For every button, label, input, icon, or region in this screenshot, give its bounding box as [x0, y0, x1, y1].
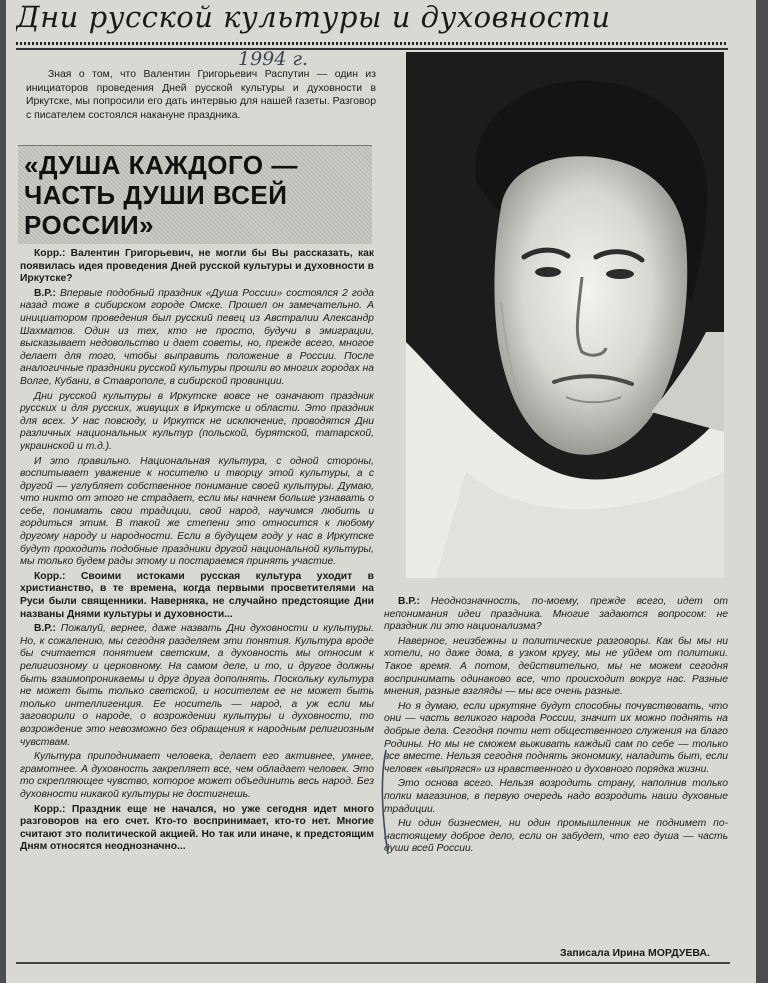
question-1 — [20, 248, 374, 286]
answer-3-paragraph-2: Наверное, неизбежны и политические разговоры. Как бы мы ни хотели, но даже дома, в узком кругу, мы не уйдем от политики. Такое время. А потом, действительно, мы не можем сегодня воспринимать одинаково все, что происходит вокруг нас. Разные мнения, разные взгляды — мы все очень разные. — [384, 635, 728, 698]
speaker-label: В.Р.: — [34, 287, 56, 299]
speaker-label: Корр.: — [34, 803, 66, 815]
question-text: Своими истоками русская культура уходит в христианство, в те времена, когда первыми просветителями на Руси были священники. Наверняка, не случайно предстоящие Дни названы Днями культуры и духовности... — [20, 570, 374, 620]
headline-underline — [16, 48, 728, 50]
speaker-label: Корр.: — [34, 248, 66, 259]
answer-3 — [384, 596, 728, 634]
handwritten-year-note: 1994 г. — [238, 48, 309, 70]
answer-2-paragraph-2: Культура приподнимает человека, делает его активнее, умнее, грамотнее. А духовность закрепляет все, чем обладает человек. Это то скрепляющее чувство, которое может объединить весь народ. Без духовности никакой культуры не достигнешь. — [20, 751, 374, 800]
speaker-label: Корр.: — [34, 570, 66, 582]
question-text: Валентин Григорьевич, не могли бы Вы рассказать, как появилась идея проведения Дней русской культуры и духовности в Иркутске? — [20, 248, 374, 285]
answer-3-paragraph-3: Но я думаю, если иркутяне будут способны почувствовать, что они — часть великого народа России, значит их можно поднять на добрые дела. Сегодня почти нет общественного служения на благо Родины. Но мы не сможем выживать каждый сам по себе — только все вместе. Нельзя сегодня поднять экономику, наладить быт, если человек «выпрягся» из нравственного и духовного порядка жизни. — [384, 700, 728, 775]
bottom-divider — [16, 962, 730, 964]
answer-text: Пожалуй, вернее, даже назвать Дни духовности и культуры. Но, к сожалению, мы сегодня разделяем эти понятия. Культура вроде бы считается понятием светским, а духовность мы относим к религиозному и церковному. На самом деле, и то, и другое должны быть взаимопроникаемы и друг друга дополнять. Поскольку культура не может быть только светской, и носителем ее не может быть только интеллигенция. Ее носитель — народ, а уж если мы заговорили о народе, о возрождении культуры и духовности, то возрождение это невозможно без обращения к народным религиозным чувствам. — [20, 623, 374, 748]
article-subtitle: «ДУША КАЖДОГО — ЧАСТЬ ДУШИ ВСЕЙ РОССИИ» — [24, 150, 298, 240]
question-text: Праздник еще не начался, но уже сегодня идет много разговоров на его счет. Кто-то воспринимает, кто-то нет. Многие считают это политической акцией. Но так или иначе, к предстоящим Дням относятся неоднозначно... — [20, 803, 374, 853]
headline: Дни русской культуры и духовности — [16, 0, 611, 34]
answer-3-paragraph-4: Это основа всего. Нельзя возродить страну, наполнив только полки магазинов, в первую очередь надо возродить наши духовные традиции. — [384, 778, 728, 815]
answer-3-paragraph-5: Ни один бизнесмен, ни один промышленник не поднимет по-настоящему доброе дело, если он забудет, что его душа — часть души всей России. — [384, 818, 728, 855]
answer-text: Неоднозначность, по-моему, прежде всего, идет от непонимания идеи праздника. Многие задаются вопросом: не праздник ли это национализма? — [384, 596, 728, 633]
article-left-column — [20, 248, 374, 956]
portrait-photo — [406, 52, 724, 578]
article-right-column — [384, 596, 728, 961]
intro-paragraph: Зная о том, что Валентин Григорьевич Распутин — один из инициаторов проведения Дней русской культуры и духовности в Иркутске, мы попросили его дать интервью для нашей газеты. Разговор с писателем состоялся накануне праздника. — [26, 69, 376, 121]
portrait-photo-drawing — [406, 52, 724, 578]
speaker-label: В.Р.: — [34, 623, 56, 635]
answer-1-paragraph-2: Дни русской культуры в Иркутске вовсе не означают праздник русских и для русских, живущих в Иркутске и области. Это праздник для всех. У нас повсюду, и Иркутск не исключение, проводятся Дни различных национальных культур (польской, бурятской, татарской, украинской и т.д.). — [20, 390, 374, 452]
answer-1-paragraph-3: И это правильно. Национальная культура, с одной стороны, воспитывает уважение к носителю и творцу этой культуры, а с другой — углубляет собственное понимание своей культуры. Думаю, что никто от этого не страдает, если мы начнем больше узнавать о себе, понимать свои традиции, свой народ, научимся любить и гордиться этим. В такой же степени это относится к любому другому народу и народности. Если в будущем году у нас в Иркутске будут проходить подобные праздники другой национальной культуры, мы только будем рады этому и постараемся принять участие. — [20, 455, 374, 568]
margin-ink-mark — [378, 748, 392, 856]
question-2 — [20, 571, 374, 621]
byline: Записала Ирина МОРДУЕВА. — [560, 947, 710, 959]
answer-text: Впервые подобный праздник «Душа России» состоялся 2 года назад тоже в сибирском городе Омске. Прошел он замечательно. А инициатором проведения был русский певец из Австралии Александр Шахматов. Один из тех, кто не просто, будучи в эмиграции, высказывает недовольство и дает советы, но, прежде всего, многое делает для того, чтобы выправить положение в России. После аналогичные праздники русской культуры прошли во многих городах на Волге, Кубани, в Ставрополе, в сибирской провинции. — [20, 287, 374, 387]
speaker-label: В.Р.: — [398, 596, 420, 607]
headline-divider — [16, 42, 728, 45]
answer-1 — [20, 288, 374, 389]
question-3 — [20, 804, 374, 854]
answer-2 — [20, 623, 374, 749]
newspaper-clipping — [6, 0, 756, 983]
